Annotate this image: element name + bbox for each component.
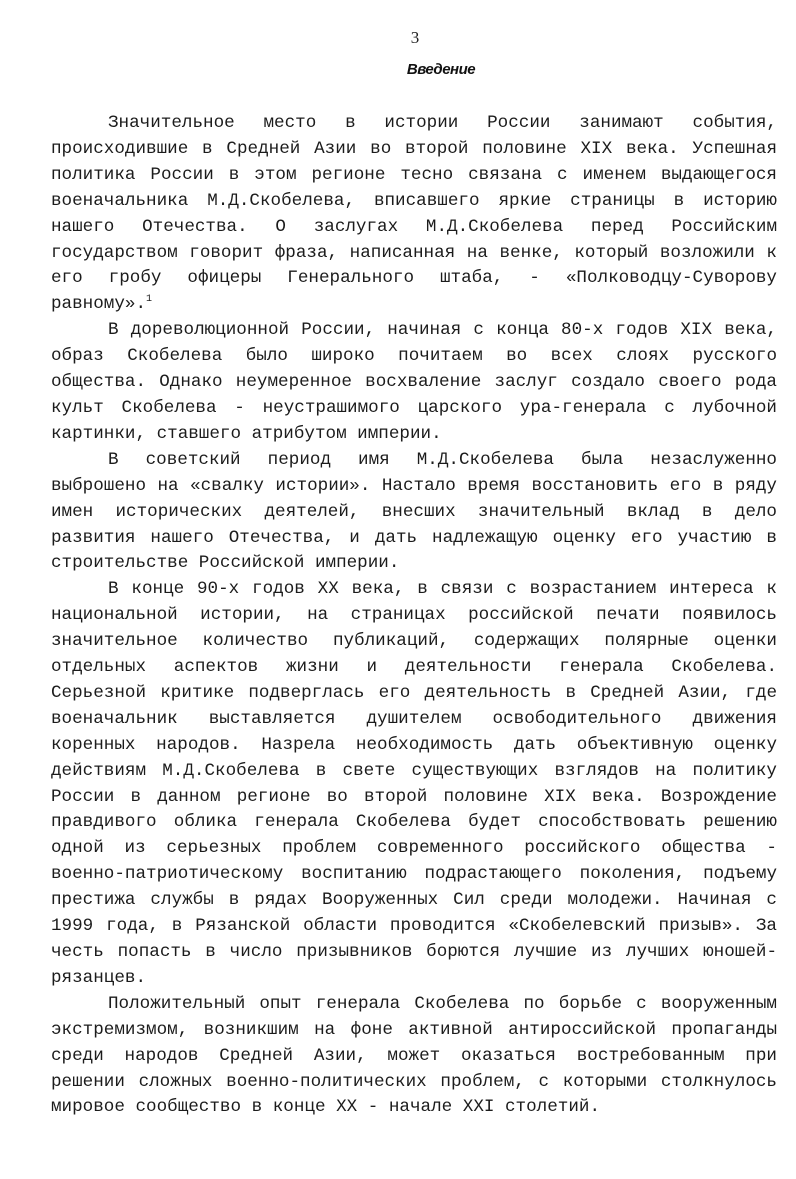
paragraph-1: [51, 111, 777, 318]
paragraph-1-text: Значительное место в истории России занимают события, происходившие в Средней Азии во второй половине XIX века. Успешная политика России в этом регионе тесно связана с именем выдающегося военачальника М.Д.Скобелева, вписавшего яркие страницы в историю нашего Отечества. О заслугах М.Д.Скобелева перед Российским государством говорит фраза, написанная на венке, который возложили к его гробу офицеры Генерального штаба, - «Полководцу-Суворову равному».: [51, 113, 777, 315]
footnote-marker[interactable]: 1: [146, 294, 153, 306]
page-number: 3: [410, 28, 420, 47]
body-text: [51, 111, 777, 1121]
paragraph-4: В конце 90-х годов XX века, в связи с возрастанием интереса к национальной истории, на страницах российской печати появилось значительное количество публикаций, содержащих полярные оценки отдельных аспектов жизни и деятельности генерала Скобелева. Серьезной критике подверглась его деятельность в Средней Азии, где военачальник выставляется душителем освободительного движения коренных народов. Назрела необходимость дать объективную оценку действиям М.Д.Скобелева в свете существующих взглядов на политику России в данном регионе во второй половине XIX века. Возрождение правдивого облика генерала Скобелева будет способствовать решению одной из серьезных проблем современного российского общества - военно-патриотическому воспитанию подрастающего поколения, подъему престижа службы в рядах Вооруженных Сил среди молодежи. Начиная с 1999 года, в Рязанской области проводится «Скобелевский призыв». За честь попасть в число призывников борются лучшие из лучших юношей-рязанцев.: [51, 579, 777, 988]
paragraph-2: В дореволюционной России, начиная с конца 80-х годов XIX века, образ Скобелева было широко почитаем во всех слоях русского общества. Однако неумеренное восхваление заслуг создало своего рода культ Скобелева - неустрашимого царского ура-генерала с лубочной картинки, ставшего атрибутом империи.: [51, 320, 777, 444]
paragraph-3: В советский период имя М.Д.Скобелева была незаслуженно выброшено на «свалку истории». Настало время восстановить его в ряду имен исторических деятелей, внесших значительный вклад в дело развития нашего Отечества, и дать надлежащую оценку его участию в строительстве Российской империи.: [51, 449, 777, 574]
section-heading: Введение: [406, 61, 476, 78]
paragraph-5: Положительный опыт генерала Скобелева по борьбе с вооруженным экстремизмом, возникшим на фоне активной антироссийской пропаганды среди народов Средней Азии, может оказаться востребованным при решении сложных военно-политических проблем, с которыми столкнулось мировое сообщество в конце XX - начале XXI столетий.: [51, 993, 777, 1118]
